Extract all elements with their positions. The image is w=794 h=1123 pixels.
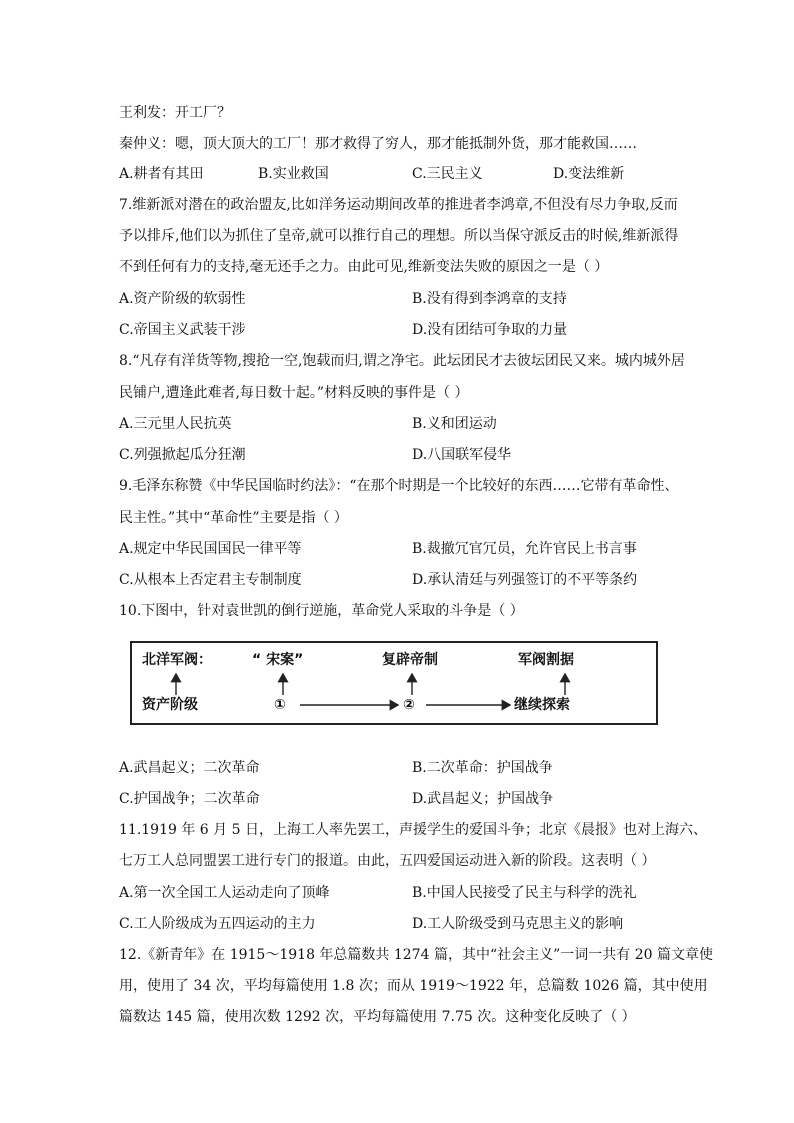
q10-diagram: [130, 641, 658, 725]
q7-option-b: B.没有得到李鸿章的支持: [412, 291, 567, 307]
q10-option-d: D.武昌起义；护国战争: [412, 791, 554, 807]
q11-option-b: B.中国人民接受了民主与科学的洗礼: [412, 885, 637, 901]
q7-stem-3: 不到任何有力的支持,毫无还手之力。由此可见,维新变法失败的原因之一是（ ）: [119, 259, 609, 275]
dialogue-line-2: 秦仲义：嗯，顶大顶大的工厂！那才救得了穷人，那才能抵制外货，那才能救国……: [119, 136, 637, 152]
diagram-top-label-1: 北洋军阀：: [142, 652, 212, 668]
q8-stem-1: 8.“凡存有洋货等物,搜抢一空,饱载而归,谓之净宅。此坛团民才去彼坛团民又来。城内城外居: [119, 353, 685, 369]
q7-option-c: C.帝国主义武装干涉: [119, 322, 246, 338]
q11-option-a: A.第一次全国工人运动走向了顶峰: [119, 885, 330, 901]
q9-stem-1: 9.毛泽东称赞《中华民国临时约法》：“在那个时期是一个比较好的东西……它带有革命性、: [119, 478, 679, 494]
q6-option-a: A.耕者有其田: [119, 166, 204, 182]
q8-stem-2: 民铺户,遭逢此难者,每日数十起。”材料反映的事件是（ ）: [119, 385, 469, 401]
q9-stem-2: 民主性。”其中“革命性”主要是指（ ）: [119, 510, 348, 526]
q7-option-d: D.没有团结可争取的力量: [412, 322, 568, 338]
q10-stem: 10.下图中，针对袁世凯的倒行逆施，革命党人采取的斗争是（ ）: [119, 603, 524, 619]
q11-stem-1: 11.1919 年 6 月 5 日，上海工人率先罢工，声援学生的爱国斗争；北京《晨报》也对上海六、: [119, 822, 707, 838]
q10-option-c: C.护国战争；二次革命: [119, 791, 260, 807]
q10-option-a: A.武昌起义；二次革命: [119, 760, 260, 776]
q11-stem-2: 七万工人总同盟罢工进行专门的报道。由此，五四爱国运动进入新的阶段。这表明（ ）: [119, 853, 656, 869]
q7-stem-1: 7.维新派对潜在的政治盟友,比如洋务运动期间改革的推进者李鸿章,不但没有尽力争取,反而: [119, 197, 678, 213]
diagram-top-label-4: 军阀割据: [518, 652, 574, 668]
q9-option-c: C.从根本上否定君主专制制度: [119, 572, 302, 588]
q9-option-d: D.承认清廷与列强签订的不平等条约: [412, 572, 638, 588]
q11-option-c: C.工人阶级成为五四运动的主力: [119, 916, 316, 932]
q8-option-d: D.八国联军侵华: [412, 447, 512, 463]
q11-option-d: D.工人阶级受到马克思主义的影响: [412, 916, 624, 932]
dialogue-line-1: 王利发：开工厂？: [119, 105, 231, 121]
diagram-top-label-3: 复辟帝制: [382, 652, 438, 668]
q10-option-b: B.二次革命：护国战争: [412, 760, 553, 776]
q12-stem-1: 12.《新青年》在 1915～1918 年总篇数共 1274 篇，其中“社会主义”一词一共有 20 篇文章使: [119, 947, 713, 963]
q6-option-b: B.实业救国: [258, 166, 329, 182]
q12-stem-3: 篇数达 145 篇，使用次数 1292 次，平均每篇使用 7.75 次。这种变化反映了（ ）: [119, 1009, 636, 1025]
q12-stem-2: 用，使用了 34 次，平均每篇使用 1.8 次；而从 1919～1922 年，总篇数 1026 篇，其中使用: [119, 978, 708, 994]
diagram-bottom-label-1: 资产阶级: [142, 697, 198, 713]
q6-option-c: C.三民主义: [412, 166, 483, 182]
q8-option-a: A.三元里人民抗英: [119, 416, 232, 432]
q9-option-a: A.规定中华民国国民一律平等: [119, 541, 302, 557]
q9-option-b: B.裁撤冗官冗员，允许官民上书言事: [412, 541, 637, 557]
q7-stem-2: 予以排斥,他们以为抓住了皇帝,就可以推行自己的理想。所以当保守派反击的时候,维新派得: [119, 228, 679, 244]
q8-option-c: C.列强掀起瓜分狂潮: [119, 447, 246, 463]
q8-option-b: B.义和团运动: [412, 416, 497, 432]
diagram-bottom-label-2: ①: [274, 697, 286, 713]
diagram-bottom-label-3: ②: [403, 697, 415, 713]
q6-option-d: D.变法维新: [553, 166, 625, 182]
diagram-top-label-2: “ 宋案”: [252, 652, 304, 668]
q7-option-a: A.资产阶级的软弱性: [119, 291, 246, 307]
diagram-bottom-label-4: 继续探索: [514, 697, 570, 713]
